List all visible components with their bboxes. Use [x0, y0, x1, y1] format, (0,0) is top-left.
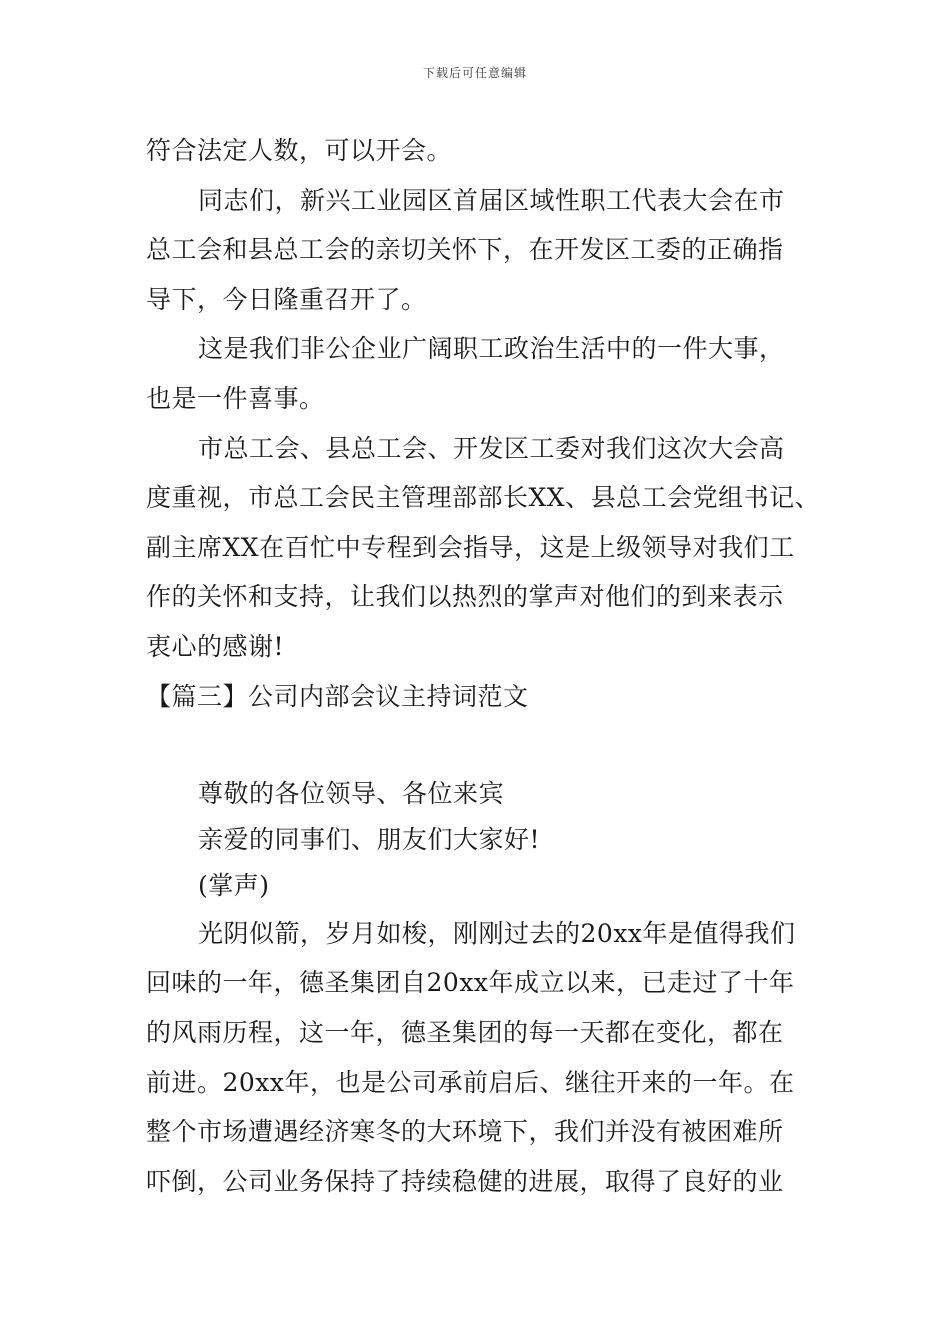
paragraph-start: 光阴似箭，岁月如梭，刚刚过去的20xx年是值得我们 — [198, 918, 796, 948]
text-line: 度重视，市总工会民主管理部部长XX、县总工会党组书记、 — [146, 483, 821, 513]
text-line: 导下，今日隆重召开了。 — [146, 284, 427, 314]
text-line: 总工会和县总工会的亲切关怀下，在开发区工委的正确指 — [146, 235, 784, 265]
section-heading: 【篇三】公司内部会议主持词范文 — [146, 681, 529, 711]
text-line: 的风雨历程，这一年，德圣集团的每一天都在变化，都在 — [146, 1017, 784, 1047]
text-line: 衷心的感谢! — [146, 631, 285, 661]
greeting-line: 尊敬的各位领导、各位来宾 — [198, 778, 505, 808]
text-line: 也是一件喜事。 — [146, 383, 325, 413]
text-line: 副主席XX在百忙中专程到会指导，这是上级领导对我们工 — [146, 532, 795, 562]
text-line: 回味的一年，德圣集团自20xx年成立以来，已走过了十年 — [146, 968, 795, 998]
text-line: 吓倒，公司业务保持了持续稳健的进展，取得了良好的业 — [146, 1166, 784, 1196]
paragraph-start: 这是我们非公企业广阔职工政治生活中的一件大事， — [198, 334, 785, 364]
greeting-line: 亲爱的同事们、朋友们大家好! — [198, 824, 541, 854]
text-line: 符合法定人数，可以开会。 — [146, 136, 453, 165]
document-body — [146, 126, 821, 1206]
text-line: 前进。20xx年，也是公司承前启后、继往开来的一年。在 — [146, 1067, 795, 1097]
stage-direction: (掌声) — [198, 870, 270, 900]
paragraph-start: 市总工会、县总工会、开发区工委对我们这次大会高 — [198, 433, 785, 463]
paragraph-start: 同志们，新兴工业园区首届区域性职工代表大会在市 — [198, 185, 785, 215]
text-line: 整个市场遭遇经济寒冬的大环境下，我们并没有被困难所 — [146, 1117, 784, 1147]
blank-line — [146, 721, 816, 771]
page-header: 下载后可任意编辑 — [422, 66, 527, 80]
text-line: 作的关怀和支持，让我们以热烈的掌声对他们的到来表示 — [146, 582, 784, 612]
